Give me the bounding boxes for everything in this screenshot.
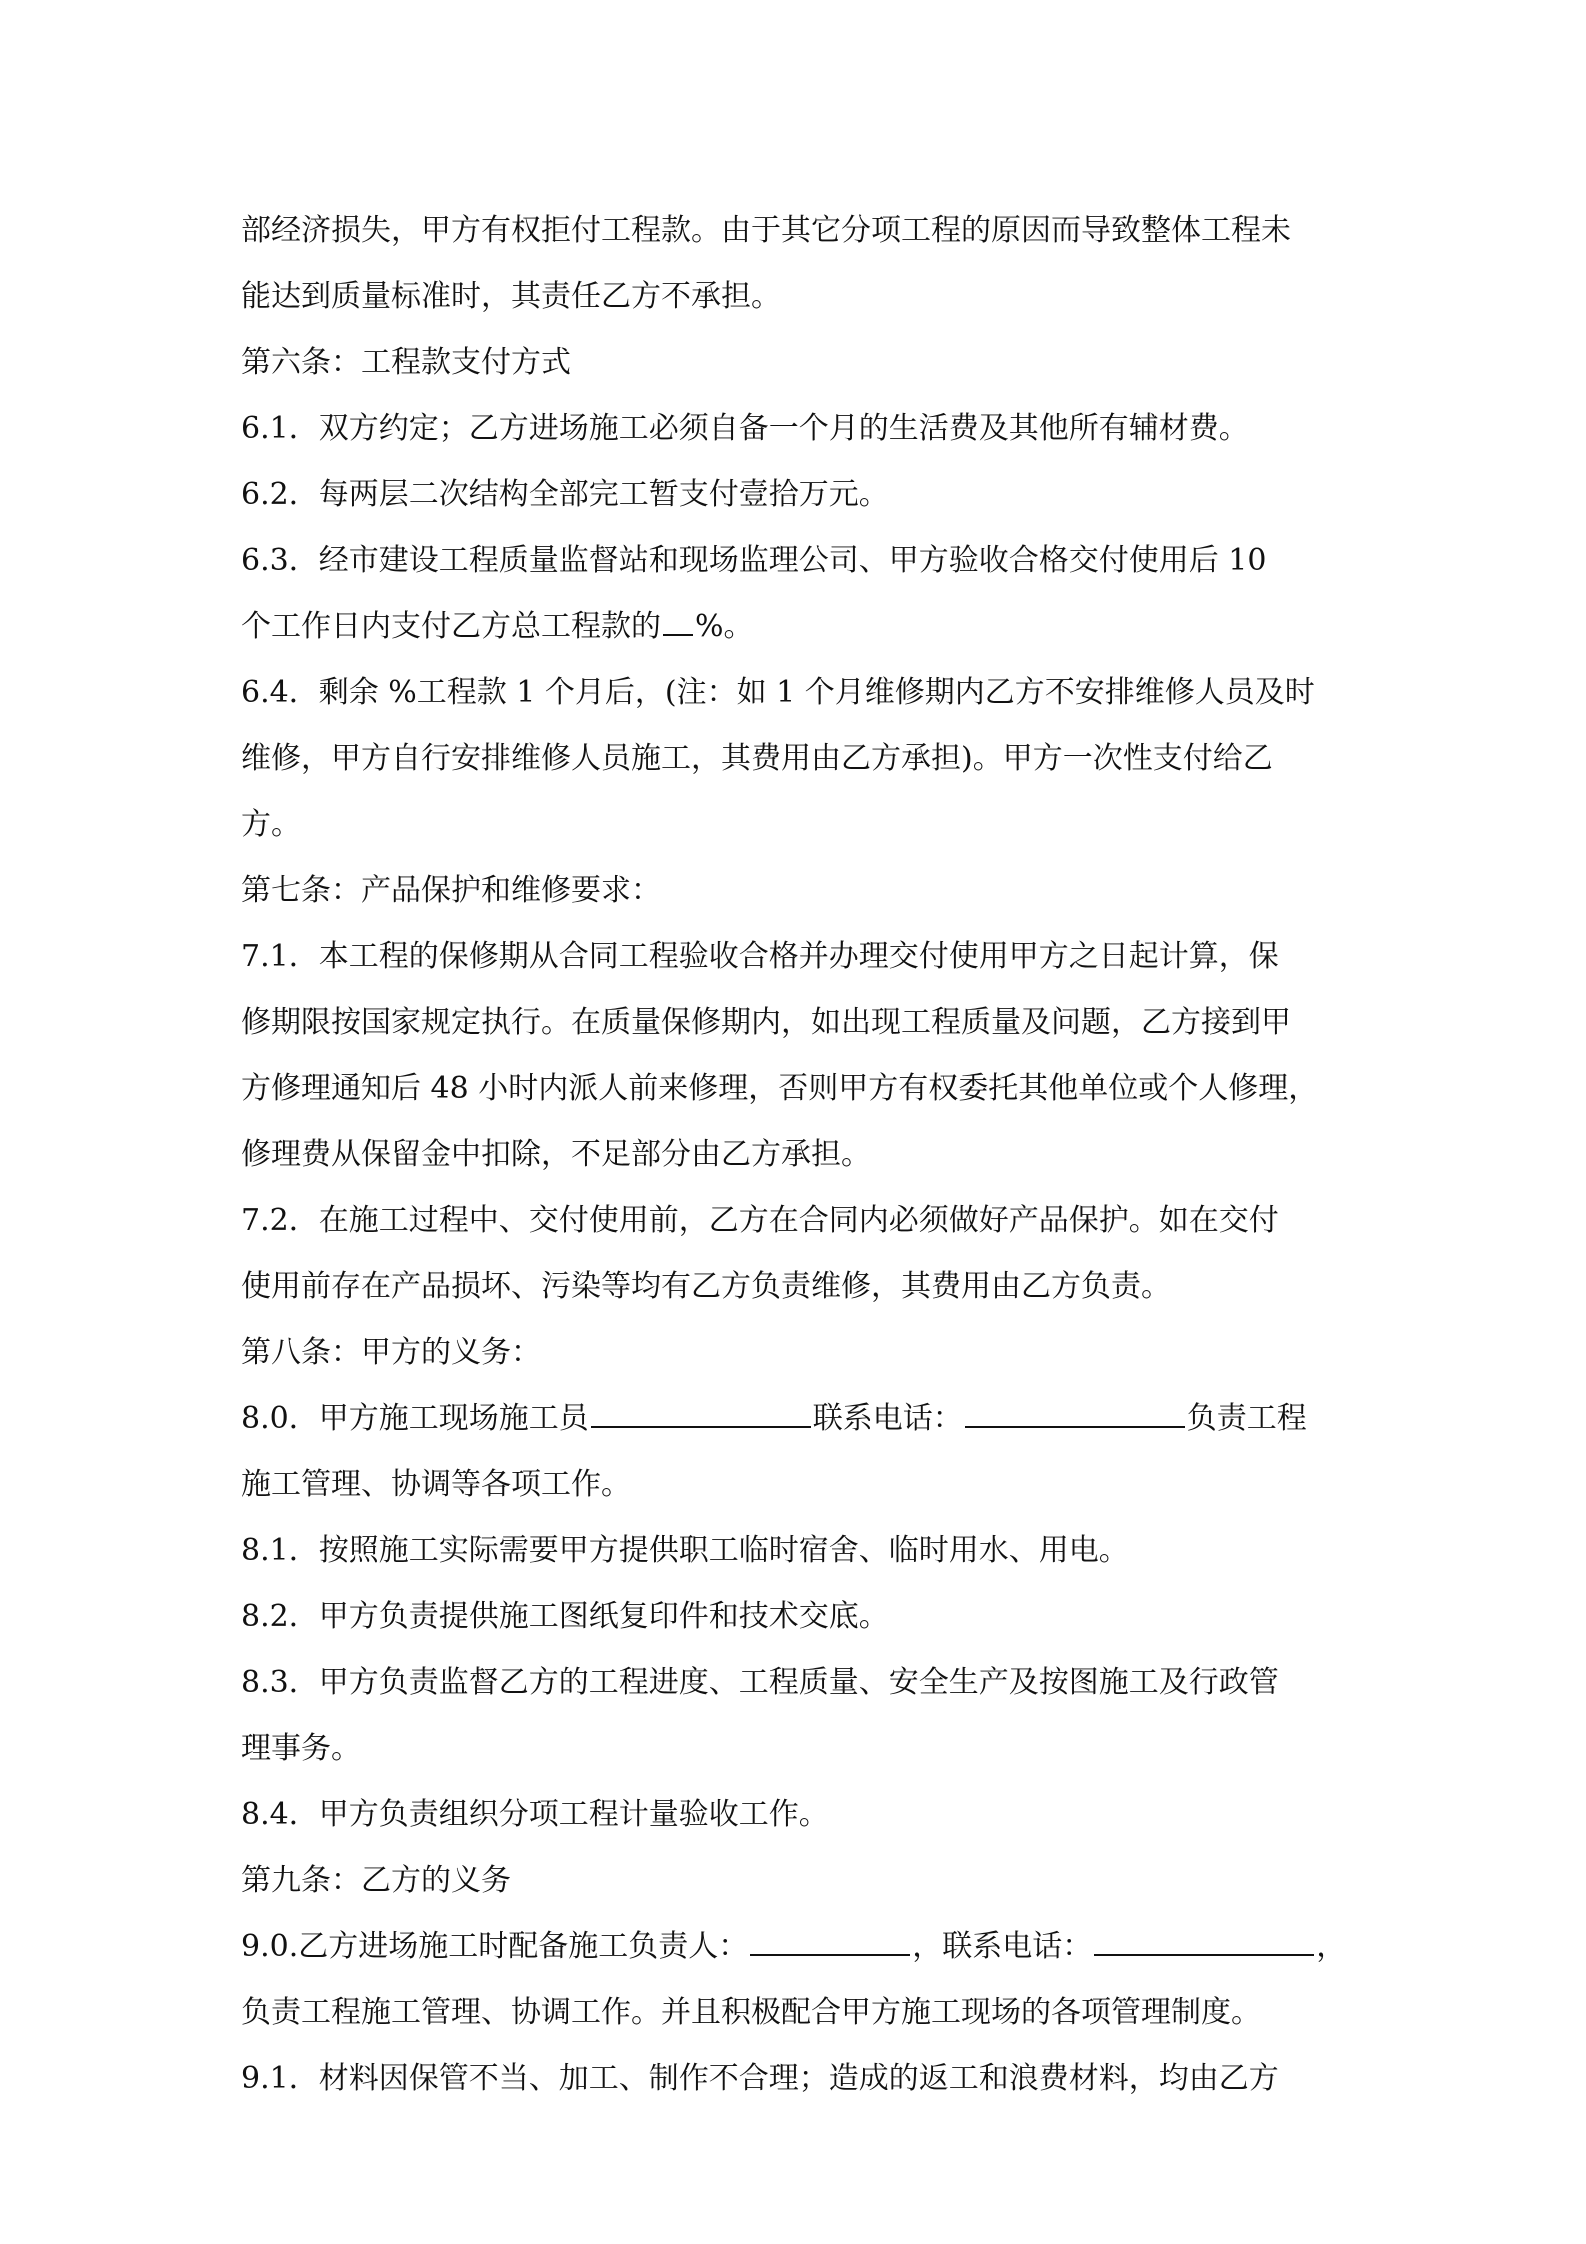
- line-text: 第七条：产品保护和维修要求：: [241, 873, 661, 908]
- clause-7-1-cont: [241, 990, 1353, 1056]
- clause-8-4: [241, 1782, 1353, 1848]
- line-text: 使用前存在产品损坏、污染等均有乙方负责维修，其费用由乙方负责。: [241, 1269, 1171, 1304]
- line-tail: %。: [695, 609, 754, 644]
- phone-blank[interactable]: [1094, 1920, 1314, 1956]
- line-text: 第六条：工程款支付方式: [241, 345, 571, 380]
- clause-8-1: [241, 1518, 1353, 1584]
- line-text: 能达到质量标准时，其责任乙方不承担。: [241, 279, 781, 314]
- line-text: 负责工程施工管理、协调工作。并且积极配合甲方施工现场的各项管理制度。: [241, 1995, 1261, 2030]
- clause-6-3-cont: [241, 594, 1353, 660]
- line-text: 7.2．在施工过程中、交付使用前，乙方在合同内必须做好产品保护。如在交付: [241, 1203, 1279, 1238]
- line-text: 8.1．按照施工实际需要甲方提供职工临时宿舍、临时用水、用电。: [241, 1533, 1129, 1568]
- line-text: 第八条：甲方的义务：: [241, 1335, 541, 1370]
- line-text: 6.3．经市建设工程质量监督站和现场监理公司、甲方验收合格交付使用后 10: [241, 543, 1267, 578]
- clause-9-1: [241, 2046, 1353, 2112]
- clause-6-4: [241, 660, 1353, 726]
- line-text: 方修理通知后 48 小时内派人前来修理，否则甲方有权委托其他单位或个人修理，: [241, 1071, 1319, 1106]
- line-text: 维修，甲方自行安排维修人员施工，其费用由乙方承担)。甲方一次性支付给乙: [241, 741, 1273, 776]
- line-text: 方。: [241, 807, 301, 842]
- clause-6-2: [241, 462, 1353, 528]
- clause-7-1-end: [241, 1122, 1353, 1188]
- line-text: 部经济损失，甲方有权拒付工程款。由于其它分项工程的原因而导致整体工程未: [241, 213, 1291, 248]
- line-text: 7.1．本工程的保修期从合同工程验收合格并办理交付使用甲方之日起计算，保: [241, 939, 1279, 974]
- line-text: 9.0.乙方进场施工时配备施工负责人：: [241, 1929, 749, 1964]
- line-text: 个工作日内支付乙方总工程款的: [241, 609, 661, 644]
- line-text: 修理费从保留金中扣除，不足部分由乙方承担。: [241, 1137, 871, 1172]
- clause-7-1: [241, 924, 1353, 990]
- section-heading-9: [241, 1848, 1353, 1914]
- contract-body: [241, 198, 1353, 2112]
- clause-9-0-cont: [241, 1980, 1353, 2046]
- clause-8-2: [241, 1584, 1353, 1650]
- clause-7-2: [241, 1188, 1353, 1254]
- line-tail: 负责工程: [1186, 1401, 1307, 1436]
- manager-blank[interactable]: [750, 1920, 910, 1956]
- line-text: 8.2．甲方负责提供施工图纸复印件和技术交底。: [241, 1599, 889, 1634]
- line-text: 8.0．甲方施工现场施工员: [241, 1401, 589, 1436]
- clause-6-4-end: [241, 792, 1353, 858]
- line-mid: ，联系电话：: [912, 1929, 1093, 1964]
- paragraph-line: [241, 264, 1353, 330]
- clause-6-1: [241, 396, 1353, 462]
- line-text: 施工管理、协调等各项工作。: [241, 1467, 631, 1502]
- clause-8-3: [241, 1650, 1353, 1716]
- clause-6-4-cont: [241, 726, 1353, 792]
- clause-8-0-cont: [241, 1452, 1353, 1518]
- section-heading-7: [241, 858, 1353, 924]
- clause-8-0: [241, 1386, 1353, 1452]
- line-text: 9.1．材料因保管不当、加工、制作不合理；造成的返工和浪费材料，均由乙方: [241, 2061, 1279, 2096]
- line-tail: ，: [1316, 1929, 1347, 1964]
- line-text: 第九条：乙方的义务: [241, 1863, 511, 1898]
- line-text: 8.4．甲方负责组织分项工程计量验收工作。: [241, 1797, 829, 1832]
- clause-7-1-cont: [241, 1056, 1353, 1122]
- clause-8-3-cont: [241, 1716, 1353, 1782]
- line-text: 修期限按国家规定执行。在质量保修期内，如出现工程质量及问题，乙方接到甲: [241, 1005, 1291, 1040]
- line-text: 6.2．每两层二次结构全部完工暂支付壹拾万元。: [241, 477, 889, 512]
- line-text: 8.3．甲方负责监督乙方的工程进度、工程质量、安全生产及按图施工及行政管: [241, 1665, 1279, 1700]
- clause-9-0: [241, 1914, 1353, 1980]
- line-mid: 联系电话：: [812, 1401, 963, 1436]
- line-text: 6.4．剩余 %工程款 1 个月后，(注：如 1 个月维修期内乙方不安排维修人员及时: [241, 675, 1315, 710]
- phone-blank[interactable]: [965, 1392, 1185, 1428]
- clause-6-3: [241, 528, 1353, 594]
- clause-7-2-cont: [241, 1254, 1353, 1320]
- line-text: 理事务。: [241, 1731, 361, 1766]
- site-staff-blank[interactable]: [591, 1392, 811, 1428]
- paragraph-line: [241, 198, 1353, 264]
- section-heading-6: [241, 330, 1353, 396]
- percent-blank: [663, 600, 693, 636]
- line-text: 6.1．双方约定；乙方进场施工必须自备一个月的生活费及其他所有辅材费。: [241, 411, 1249, 446]
- section-heading-8: [241, 1320, 1353, 1386]
